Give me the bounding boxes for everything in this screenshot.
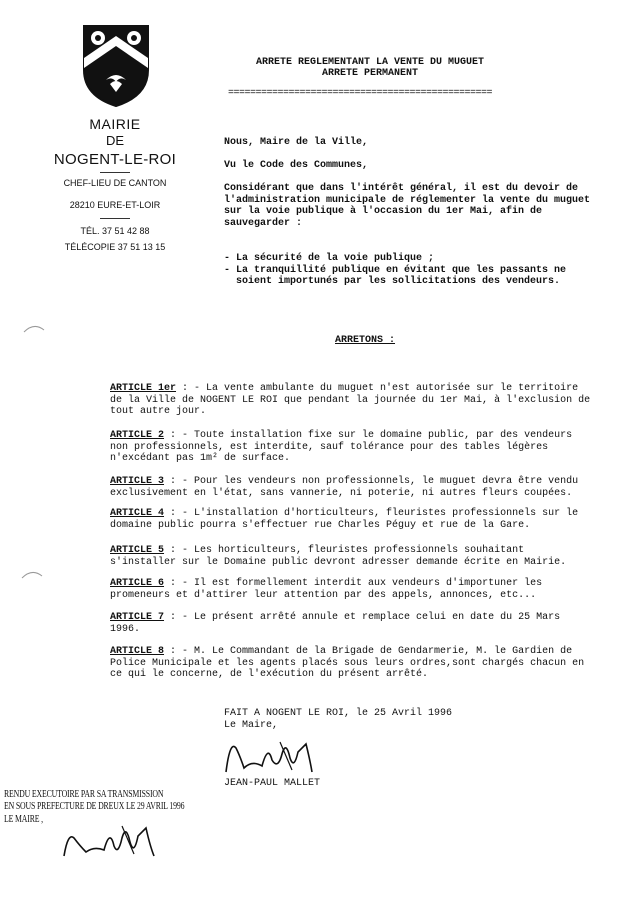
signatory-name: JEAN-PAUL MALLET bbox=[224, 778, 321, 789]
mayor-signature bbox=[222, 730, 342, 778]
bullet-line: soient importunés par les sollicitations des vendeurs. bbox=[224, 276, 561, 287]
arretons-heading: ARRETONS : bbox=[335, 335, 396, 346]
article-3 bbox=[110, 476, 630, 499]
article-text: non professionnels, est interdite, sauf tolérance pour des tables légères bbox=[110, 441, 549, 453]
article-text: tout autre jour. bbox=[110, 406, 207, 417]
letterhead-fax: TÉLÉCOPIE 37 51 13 15 bbox=[64, 242, 166, 252]
punch-hole-mark bbox=[20, 568, 44, 580]
article-label: ARTICLE 4 bbox=[110, 508, 165, 519]
divider bbox=[100, 218, 130, 219]
stamp-signature bbox=[60, 812, 180, 862]
article-text: : - Le présent arrêté annule et remplace celui en date du 25 Mars bbox=[164, 612, 561, 623]
letterhead-tel: TÉL. 37 51 42 88 bbox=[80, 226, 150, 236]
article-label: ARTICLE 2 bbox=[110, 430, 165, 441]
article-5 bbox=[110, 545, 630, 568]
title-rule: ================================================ bbox=[228, 88, 493, 99]
punch-hole-mark bbox=[22, 322, 46, 334]
article-text: exclusivement en l'état, sans vannerie, ni poterie, ni autres fleurs coupées. bbox=[110, 487, 573, 499]
stamp-line: LE MAIRE , bbox=[4, 814, 43, 825]
preamble-bullets bbox=[224, 253, 624, 288]
article-label: ARTICLE 5 bbox=[110, 545, 165, 556]
article-text: 1996. bbox=[110, 623, 141, 635]
article-text: : - Toute installation fixe sur le domaine public, par des vendeurs bbox=[164, 430, 573, 441]
letterhead-de: DE bbox=[105, 133, 125, 148]
signatory-title: Le Maire, bbox=[224, 720, 279, 731]
bullet-line: - La sécurité de la voie publique ; bbox=[224, 253, 435, 264]
article-text: de la Ville de NOGENT LE ROI que pendant la journée du 1er Mai, à l'exclusion de bbox=[110, 394, 591, 406]
article-2 bbox=[110, 430, 630, 465]
letterhead-commune: NOGENT-LE-ROI bbox=[53, 151, 177, 168]
article-label: ARTICLE 3 bbox=[110, 476, 165, 487]
article-text: Police Municipale et les agents placés sous leurs ordres,sont chargés chacun en bbox=[110, 657, 585, 669]
article-label: ARTICLE 1er bbox=[110, 383, 177, 394]
considerant-line: sur la voie publique à l'occasion du 1er Mai, afin de bbox=[224, 206, 543, 217]
letterhead-postal: 28210 EURE-ET-LOIR bbox=[69, 200, 161, 210]
article-text: : - Il est formellement interdit aux vendeurs d'importuner les bbox=[164, 578, 543, 589]
article-text: ce qui le concerne, de l'exécution du présent arrêté. bbox=[110, 669, 429, 680]
document-title: ARRETE REGLEMENTANT LA VENTE DU MUGUET bbox=[255, 57, 485, 68]
article-text: domaine public pourra s'effectuer rue Charles Péguy et rue de la Gare. bbox=[110, 519, 531, 531]
stamp-line: RENDU EXECUTOIRE PAR SA TRANSMISSION bbox=[4, 789, 164, 800]
considerant-line: sauvegarder : bbox=[224, 217, 303, 229]
article-4 bbox=[110, 508, 630, 531]
letterhead-chef-lieu: CHEF-LIEU DE CANTON bbox=[63, 178, 167, 188]
article-text: : - L'installation d'horticulteurs, fleuristes professionnels sur le bbox=[164, 508, 579, 519]
article-8 bbox=[110, 646, 630, 681]
divider bbox=[100, 172, 130, 173]
article-text: : - M. Le Commandant de la Brigade de Gendarmerie, M. le Gardien de bbox=[164, 646, 573, 657]
preamble-considerant bbox=[224, 183, 624, 229]
bullet-line: - La tranquillité publique en évitant que les passants ne bbox=[224, 264, 567, 276]
considerant-line: l'administration municipale de réglementer la vente du muguet bbox=[224, 194, 591, 206]
article-label: ARTICLE 6 bbox=[110, 578, 165, 589]
signed-place-date: FAIT A NOGENT LE ROI, le 25 Avril 1996 bbox=[224, 708, 453, 719]
article-text: : - Pour les vendeurs non professionnels, le muguet devra être vendu bbox=[164, 476, 579, 487]
article-text: promeneurs et d'attirer leur attention par des appels, annonces, etc... bbox=[110, 589, 537, 601]
article-text: s'installer sur le Domaine public devront adresser demande écrite en Mairie. bbox=[110, 556, 567, 568]
article-6 bbox=[110, 578, 630, 601]
stamp-line: EN SOUS PREFECTURE DE DREUX LE 29 AVRIL 1996 bbox=[4, 801, 185, 812]
article-label: ARTICLE 8 bbox=[110, 646, 165, 657]
document-subtitle: ARRETE PERMANENT bbox=[321, 68, 418, 79]
article-1 bbox=[110, 383, 630, 418]
letterhead-mairie: MAIRIE bbox=[89, 116, 141, 132]
considerant-line: Considérant que dans l'intérêt général, il est du devoir de bbox=[224, 183, 579, 194]
article-label: ARTICLE 7 bbox=[110, 612, 165, 623]
coat-of-arms-logo bbox=[80, 22, 152, 108]
article-text: n'excédant pas 1m² de surface. bbox=[110, 453, 291, 464]
preamble-vu: Vu le Code des Communes, bbox=[224, 160, 369, 171]
preamble-nous: Nous, Maire de la Ville, bbox=[224, 137, 369, 148]
article-7 bbox=[110, 612, 630, 635]
article-text: : - La vente ambulante du muguet n'est autorisée sur le territoire bbox=[176, 383, 579, 394]
article-text: : - Les horticulteurs, fleuristes professionnels souhaitant bbox=[164, 545, 525, 556]
